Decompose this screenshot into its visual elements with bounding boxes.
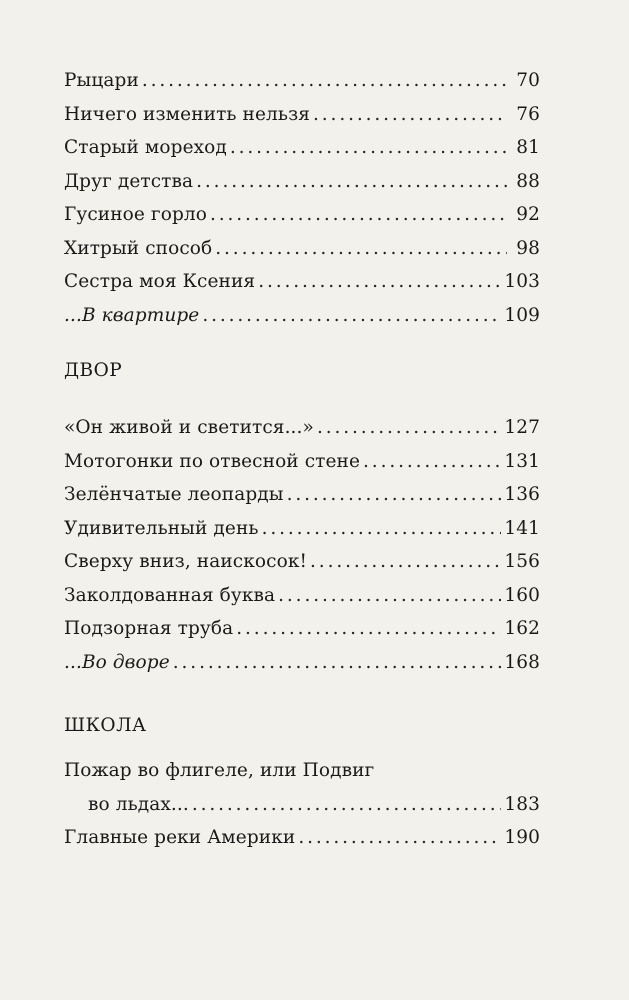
toc-entry-title: Заколдованная буква — [64, 584, 276, 606]
toc-entry-title: Мотогонки по отвесной стене — [64, 450, 361, 472]
toc-entry[interactable] — [64, 518, 540, 552]
toc-entry[interactable] — [64, 484, 540, 518]
dot-leader — [363, 451, 501, 472]
toc-entry-page-number: 162 — [504, 618, 540, 639]
dot-leader — [287, 484, 502, 505]
toc-entry[interactable] — [64, 104, 540, 138]
toc-entry-page-number: 70 — [516, 70, 540, 91]
toc-entry[interactable] — [64, 417, 540, 451]
toc-entry-page-number: 141 — [504, 517, 540, 539]
toc-entry-title: Подзорная труба — [64, 618, 234, 639]
dot-leader — [262, 518, 502, 539]
dot-leader — [317, 417, 501, 438]
toc-entry-title: Рыцари — [64, 70, 139, 91]
toc-entry-title: Гусиное горло — [64, 204, 207, 225]
toc-entry[interactable] — [64, 305, 540, 339]
dot-leader — [298, 827, 501, 848]
toc-section-school — [64, 760, 540, 861]
dot-leader — [313, 104, 507, 125]
toc-entry-title: Ничего изменить нельзя — [64, 103, 311, 125]
toc-entry[interactable] — [64, 618, 540, 652]
toc-entry[interactable] — [64, 760, 540, 827]
toc-entry[interactable] — [64, 238, 540, 272]
toc-section-apartment — [64, 70, 540, 338]
dot-leader — [173, 652, 502, 673]
toc-entry-page-number: 98 — [516, 237, 540, 259]
toc-entry-page-number: 131 — [504, 450, 540, 472]
toc-entry-title: Удивительный день — [64, 517, 259, 539]
toc-entry[interactable] — [64, 70, 540, 104]
table-of-contents — [64, 70, 540, 861]
toc-entry-page-number: 190 — [504, 827, 540, 848]
toc-entry[interactable] — [64, 827, 540, 861]
dot-leader — [210, 204, 507, 225]
toc-entry-title: Главные реки Америки — [64, 827, 296, 848]
toc-entry[interactable] — [64, 271, 540, 305]
toc-entry-page-number: 127 — [504, 417, 540, 438]
toc-entry[interactable] — [64, 652, 540, 686]
toc-entry-page-number: 103 — [504, 271, 540, 292]
toc-section-yard — [64, 417, 540, 685]
toc-entry-title: Сестра моя Ксения — [64, 271, 256, 292]
section-heading-yard: ДВОР — [64, 360, 123, 381]
section-heading-school: ШКОЛА — [64, 715, 147, 736]
toc-entry-title-line2: во льдах... — [88, 793, 189, 815]
toc-entry-page-number: 88 — [516, 170, 540, 192]
dot-leader — [278, 585, 501, 606]
toc-entry-title: Хитрый способ — [64, 237, 213, 259]
toc-entry-page-number: 156 — [504, 551, 540, 572]
toc-entry-title: Старый мореход — [64, 137, 227, 158]
dot-leader — [258, 271, 501, 292]
toc-entry-page-number: 136 — [504, 484, 540, 505]
toc-entry[interactable] — [64, 171, 540, 205]
toc-entry-page-number: 76 — [516, 103, 540, 125]
toc-entry[interactable] — [64, 204, 540, 238]
toc-entry-page-number: 160 — [504, 584, 540, 606]
dot-leader — [202, 305, 501, 326]
toc-entry-page-number: 168 — [504, 651, 540, 673]
dot-leader — [215, 238, 507, 259]
dot-leader — [192, 794, 502, 815]
toc-entry-page-number: 109 — [504, 304, 540, 326]
toc-entry[interactable] — [64, 551, 540, 585]
toc-entry[interactable] — [64, 451, 540, 485]
toc-entry-title: ...Во дворе — [64, 651, 170, 673]
toc-entry-title: «Он живой и светится...» — [64, 417, 314, 438]
toc-entry-title: Друг детства — [64, 170, 194, 192]
toc-entry-page-number: 81 — [516, 137, 540, 158]
toc-entry-title: Сверху вниз, наискосок! — [64, 551, 308, 572]
dot-leader — [230, 137, 507, 158]
toc-entry-page-number: 92 — [516, 204, 540, 225]
dot-leader — [236, 618, 501, 639]
toc-entry[interactable] — [64, 137, 540, 171]
dot-leader — [142, 70, 507, 91]
toc-entry[interactable] — [64, 585, 540, 619]
toc-entry-page-number: 183 — [504, 793, 540, 815]
toc-entry-title-line1: Пожар во флигеле, или Подвиг — [64, 760, 375, 781]
toc-entry-title: ...В квартире — [64, 304, 200, 326]
dot-leader — [310, 551, 501, 572]
toc-entry-title: Зелёнчатые леопарды — [64, 484, 284, 505]
dot-leader — [196, 171, 507, 192]
